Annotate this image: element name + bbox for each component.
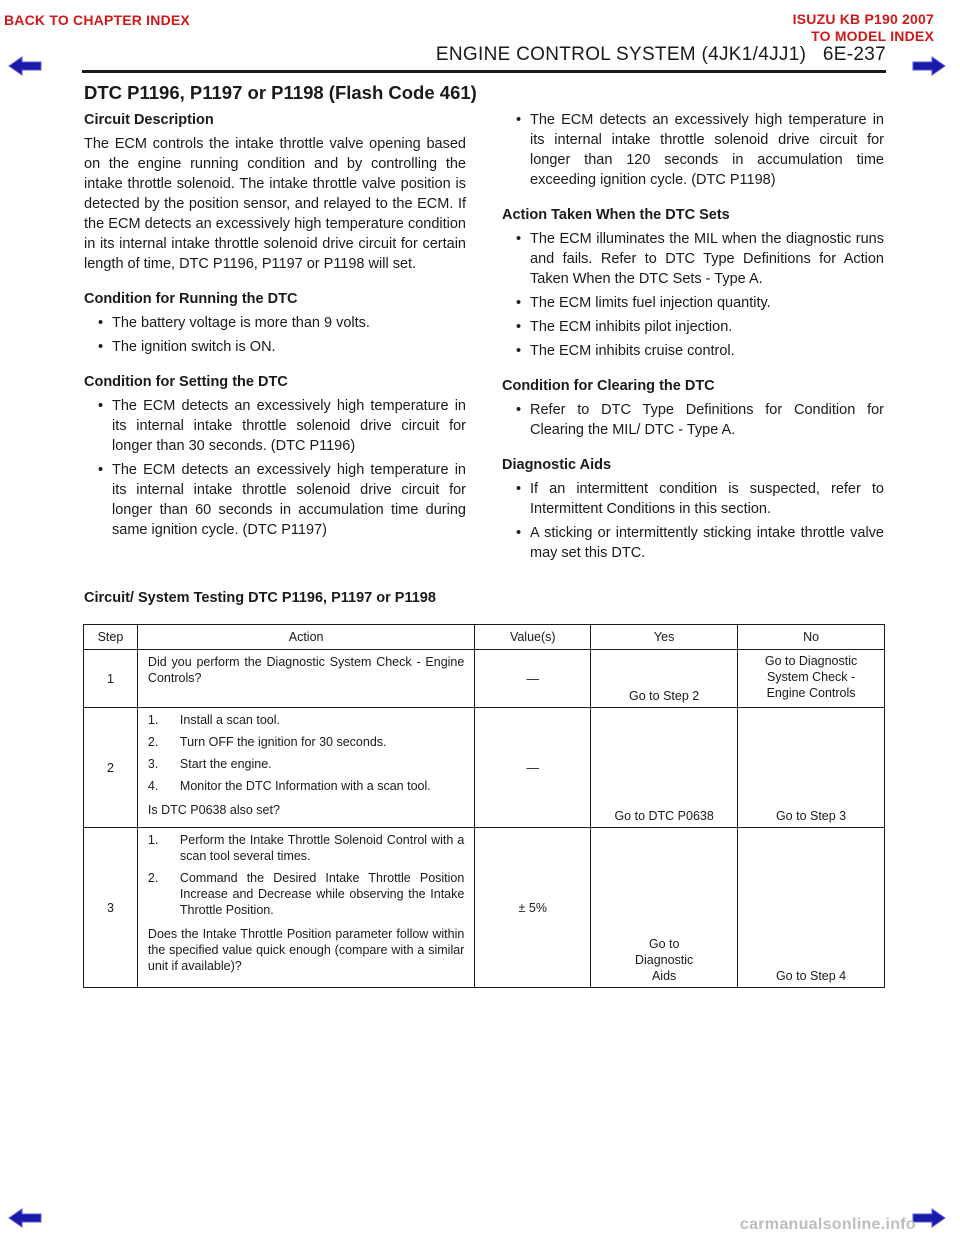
circuit-description-heading: Circuit Description bbox=[84, 112, 214, 128]
page-header-title: ENGINE CONTROL SYSTEM (4JK1/4JJ1) 6E-237 bbox=[435, 44, 886, 65]
right-column bbox=[502, 106, 884, 563]
no-cell[interactable]: Go to Step 3 bbox=[738, 708, 885, 828]
no-cell[interactable]: Go to Step 4 bbox=[738, 828, 885, 988]
list-item: 2. Turn OFF the ignition for 30 seconds. bbox=[147, 735, 387, 749]
action-cell bbox=[137, 650, 474, 708]
yes-cell[interactable] bbox=[591, 828, 738, 988]
step-number: 2 bbox=[84, 708, 138, 828]
action-steps bbox=[148, 832, 464, 918]
action-taken-heading: Action Taken When the DTC Sets bbox=[502, 207, 730, 223]
value-cell: — bbox=[475, 708, 591, 828]
next-page-arrow-bottom-icon[interactable] bbox=[912, 1208, 946, 1228]
action-taken-list bbox=[502, 229, 884, 361]
no-cell[interactable] bbox=[738, 650, 885, 708]
step-number: 1 bbox=[84, 650, 138, 708]
diagnostic-aids-heading: Diagnostic Aids bbox=[502, 457, 612, 473]
no-link[interactable]: Go to Diagnostic System Check - Engine Controls bbox=[764, 654, 858, 700]
column-header-step: Step bbox=[84, 625, 138, 650]
list-item: 4. Monitor the DTC Information with a scan tool. bbox=[147, 779, 431, 793]
action-cell bbox=[137, 828, 474, 988]
vehicle-model-label[interactable]: ISUZU KB P190 2007 bbox=[792, 11, 934, 27]
list-item: • The battery voltage is more than 9 volts. bbox=[84, 313, 466, 333]
next-page-arrow-icon[interactable] bbox=[912, 56, 946, 76]
list-item: • The ECM inhibits cruise control. bbox=[502, 341, 884, 361]
column-header-no: No bbox=[738, 625, 885, 650]
table-row bbox=[84, 708, 885, 828]
list-item: • The ECM detects an excessively high temperature in its internal intake throttle solenoid drive circuit for longer than 120 seconds in accumulation time exceeding ignition cycle. (DTC P1198) bbox=[502, 110, 884, 190]
running-condition-list bbox=[84, 313, 466, 357]
action-steps bbox=[148, 712, 464, 794]
table-row bbox=[84, 650, 885, 708]
yes-cell[interactable]: Go to DTC P0638 bbox=[591, 708, 738, 828]
step-question: Does the Intake Throttle Position parameter follow within the specified value quick enough (compare with a similar unit if available)? bbox=[147, 927, 465, 973]
list-item: 1. Perform the Intake Throttle Solenoid Control with a scan tool several times. bbox=[147, 833, 465, 863]
step-number: 3 bbox=[84, 828, 138, 988]
diagnostic-aids-list bbox=[502, 479, 884, 563]
clearing-condition-list bbox=[502, 400, 884, 440]
step-question: Is DTC P0638 also set? bbox=[147, 803, 280, 817]
circuit-testing-table bbox=[83, 624, 885, 988]
previous-page-arrow-icon[interactable] bbox=[8, 56, 42, 76]
table-header-row bbox=[84, 625, 885, 650]
list-item: • The ECM limits fuel injection quantity. bbox=[502, 293, 884, 313]
column-header-yes: Yes bbox=[591, 625, 738, 650]
action-cell bbox=[137, 708, 474, 828]
table-caption: Circuit/ System Testing DTC P1196, P1197 or P1198 bbox=[84, 590, 436, 606]
list-item: 2. Command the Desired Intake Throttle Position Increase and Decrease while observing the Intake Throttle Position. bbox=[147, 871, 465, 917]
yes-link[interactable]: Go to Diagnostic Aids bbox=[634, 937, 694, 983]
setting-condition-list-continued bbox=[502, 110, 884, 190]
column-header-values: Value(s) bbox=[475, 625, 591, 650]
watermark: carmanualsonline.info bbox=[739, 1216, 916, 1233]
list-item: 3. Start the engine. bbox=[147, 757, 272, 771]
list-item: 1. Install a scan tool. bbox=[147, 713, 280, 727]
column-header-action: Action bbox=[137, 625, 474, 650]
list-item: • The ECM illuminates the MIL when the diagnostic runs and fails. Refer to DTC Type Definitions for Action Taken When the DTC Sets - Type A. bbox=[502, 229, 884, 289]
setting-condition-heading: Condition for Setting the DTC bbox=[84, 374, 288, 390]
setting-condition-list bbox=[84, 396, 466, 540]
back-to-chapter-index-link[interactable]: BACK TO CHAPTER INDEX bbox=[4, 12, 190, 28]
table-row bbox=[84, 828, 885, 988]
dtc-title: DTC P1196, P1197 or P1198 (Flash Code 461) bbox=[84, 82, 477, 103]
list-item: • Refer to DTC Type Definitions for Condition for Clearing the MIL/ DTC - Type A. bbox=[502, 400, 884, 440]
yes-cell[interactable]: Go to Step 2 bbox=[591, 650, 738, 708]
step-question: Did you perform the Diagnostic System Check - Engine Controls? bbox=[147, 655, 465, 685]
list-item: • The ECM detects an excessively high temperature in its internal intake throttle solenoid drive circuit for longer than 30 seconds. (DTC P1196) bbox=[84, 396, 466, 456]
circuit-description-text: The ECM controls the intake throttle valve opening based on the engine running condition and by controlling the intake throttle solenoid. The intake throttle valve position is detected by the position sensor, and relayed to the ECM. If the ECM detects an excessively high temperature condition in its internal intake throttle solenoid drive circuit for certain length of time, DTC P1196, P1197 or P1198 will set. bbox=[84, 136, 466, 272]
list-item: • A sticking or intermittently sticking intake throttle valve may set this DTC. bbox=[502, 523, 884, 563]
clearing-condition-heading: Condition for Clearing the DTC bbox=[502, 378, 715, 394]
to-model-index-link[interactable]: TO MODEL INDEX bbox=[811, 28, 934, 44]
left-column bbox=[84, 110, 466, 540]
value-cell: ± 5% bbox=[475, 828, 591, 988]
list-item: • If an intermittent condition is suspected, refer to Intermittent Conditions in this section. bbox=[502, 479, 884, 519]
header-divider bbox=[82, 70, 886, 73]
list-item: • The ignition switch is ON. bbox=[84, 337, 466, 357]
value-cell: — bbox=[475, 650, 591, 708]
list-item: • The ECM detects an excessively high temperature in its internal intake throttle solenoid drive circuit for longer than 60 seconds in accumulation time during same ignition cycle. (DTC P1197) bbox=[84, 460, 466, 540]
running-condition-heading: Condition for Running the DTC bbox=[84, 291, 298, 307]
previous-page-arrow-bottom-icon[interactable] bbox=[8, 1208, 42, 1228]
list-item: • The ECM inhibits pilot injection. bbox=[502, 317, 884, 337]
